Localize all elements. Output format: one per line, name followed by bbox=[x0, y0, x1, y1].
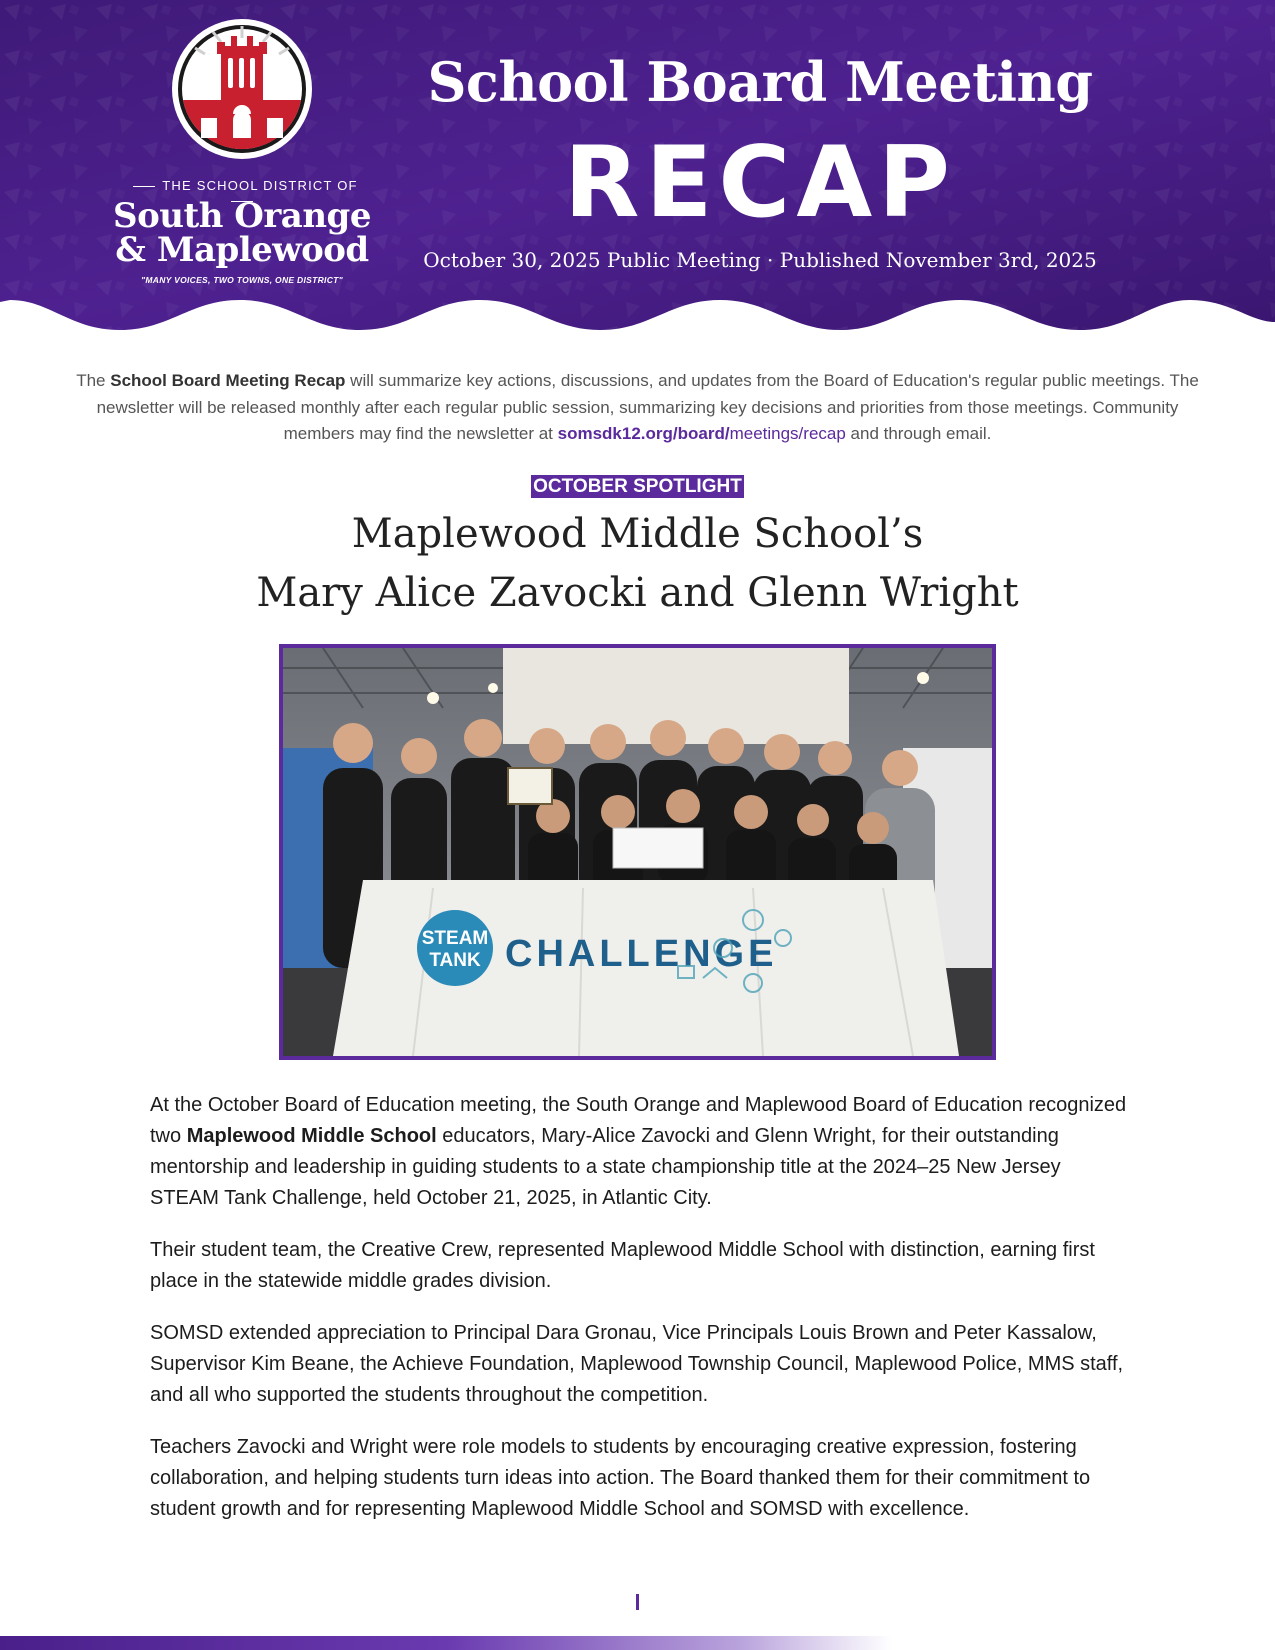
page-marker bbox=[636, 1594, 639, 1610]
title-recap: RECAP bbox=[564, 126, 956, 240]
body-paragraph-4: Teachers Zavocki and Wright were role models to students by encouraging creative expression, fostering collaboration, and helping students turn ideas into action. The Board thanked them for their commitment to student growth and for representing Maplewood Middle School and SOMSD with excellence. bbox=[150, 1436, 1091, 1520]
footer-gradient-bar bbox=[0, 1636, 1275, 1650]
body-paragraph-1 bbox=[150, 1090, 1130, 1214]
logo-name-line1: South Orange bbox=[113, 196, 371, 236]
intro-text-3: and through email. bbox=[845, 424, 992, 443]
team-photo-illustration bbox=[283, 648, 992, 1056]
body-paragraph-3: SOMSD extended appreciation to Principal Dara Gronau, Vice Principals Louis Brown and Peter Kassalow, Supervisor Kim Beane, the Achieve Foundation, Maplewood Township Council, Maplewood Police, MMS staff, and all who supported the students throughout the competition. bbox=[150, 1322, 1124, 1406]
team-photo bbox=[279, 644, 996, 1060]
recap-link-domain[interactable]: somsdk12.org/board/ bbox=[557, 424, 730, 443]
badge-line2: TANK bbox=[429, 950, 481, 971]
tower-seal-icon bbox=[171, 18, 313, 160]
spotlight-tag: OCTOBER SPOTLIGHT bbox=[533, 476, 742, 497]
header-banner bbox=[0, 0, 1275, 345]
logo-motto: "MANY VOICES, TWO TOWNS, ONE DISTRICT" bbox=[141, 275, 343, 285]
intro-bold: School Board Meeting Recap bbox=[110, 371, 346, 390]
banner-challenge-text: CHALLENGE bbox=[505, 933, 778, 975]
intro-paragraph bbox=[72, 368, 1203, 448]
article-body bbox=[150, 1090, 1130, 1546]
spotlight-tag-row bbox=[0, 476, 1275, 498]
spotlight-headline bbox=[0, 505, 1275, 623]
meeting-subtitle: October 30, 2025 Public Meeting · Published November 3rd, 2025 bbox=[423, 248, 1097, 272]
intro-text-1: The bbox=[76, 371, 111, 390]
p1-text-a: At the October Board of Education meeting, the South Orange and Maplewood Board of Education recognized two bbox=[150, 1094, 1127, 1147]
p1-bold: Maplewood Middle School bbox=[186, 1125, 437, 1147]
intro-text-2: will summarize key actions, discussions, and updates from the Board of Education's regular public meetings. The newsletter will be released monthly after each regular public session, summarizing key decisions and priorities from those meetings. Community members may find the newsletter at bbox=[96, 371, 1199, 443]
title-line1: School Board Meeting bbox=[427, 50, 1093, 114]
logo-kicker: THE SCHOOL DISTRICT OF bbox=[112, 178, 372, 208]
badge-line1: STEAM bbox=[421, 928, 489, 949]
recap-link-path[interactable]: meetings/recap bbox=[729, 424, 846, 443]
body-paragraph-2: Their student team, the Creative Crew, represented Maplewood Middle School with distinction, earning first place in the statewide middle grades division. bbox=[150, 1239, 1095, 1292]
headline-line1: Maplewood Middle School’s bbox=[351, 511, 924, 557]
logo-name-line2: & Maplewood bbox=[115, 230, 369, 270]
headline-line2: Mary Alice Zavocki and Glenn Wright bbox=[256, 570, 1019, 616]
district-logo bbox=[112, 18, 372, 285]
p1-text-b: educators, Mary-Alice Zavocki and Glenn Wright, for their outstanding mentorship and leadership in guiding students to a state championship title at the 2024–25 New Jersey STEAM Tank Challenge, held October 21, 2025, in Atlantic City. bbox=[150, 1125, 1061, 1209]
